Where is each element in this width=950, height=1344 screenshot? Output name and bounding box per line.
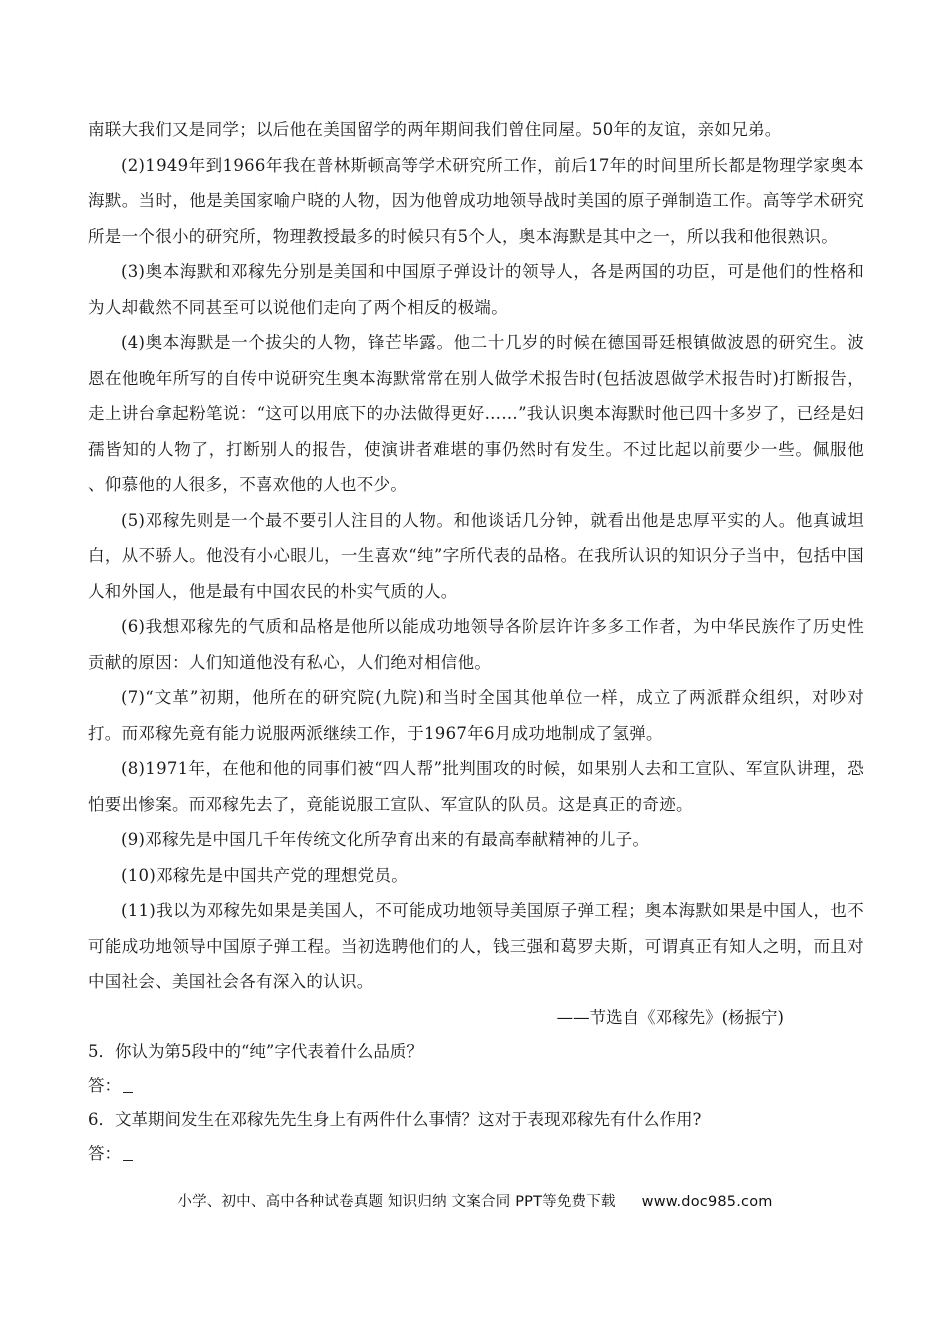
answer-line-5[interactable] — [88, 1069, 864, 1103]
footer-site-link[interactable]: www.doc985.com — [641, 1194, 773, 1210]
intro-paragraph: 南联大我们又是同学；以后他在美国留学的两年期间我们曾住同屋。50年的友谊，亲如兄弟。 — [88, 120, 782, 139]
paragraph-5: (5)邓稼先则是一个最不要引人注目的人物。和他谈话几分钟，就看出他是忠厚平实的人。他真诚坦白，从不骄人。他没有小心眼儿，一生喜欢“纯”字所代表的品格。在我所认识的知识分子当中，包括中国人和外国人，他是最有中国农民的朴实气质的人。 — [88, 510, 864, 601]
paragraph-3: (3)奥本海默和邓稼先分别是美国和中国原子弹设计的领导人，各是两国的功臣，可是他们的性格和为人却截然不同甚至可以说他们走向了两个相反的极端。 — [88, 262, 864, 317]
document-body — [88, 112, 864, 1171]
paragraph-4: (4)奥本海默是一个拔尖的人物，锋芒毕露。他二十几岁的时候在德国哥廷根镇做波恩的研究生。波恩在他晚年所写的自传中说研究生奥本海默常常在别人做学术报告时(包括波恩做学术报告时)打断报告，走上讲台拿起粉笔说：“这可以用底下的办法做得更好……”我认识奥本海默时他已四十多岁了，已经是妇孺皆知的人物了，打断别人的报告，使演讲者难堪的事仍然时有发生。不过比起以前要少一些。佩服他 、仰慕他的人很多，不喜欢他的人也不少。 — [88, 333, 864, 494]
answer-line-6[interactable] — [88, 1137, 864, 1171]
paragraph-2: (2)1949年到1966年我在普林斯顿高等学术研究所工作，前后17年的时间里所长都是物理学家奥本海默。当时，他是美国家喻户晓的人物，因为他曾成功地领导战时美国的原子弹制造工作。高等学术研究所是一个很小的研究所，物理教授最多的时候只有5个人，奥本海默是其中之一，所以我和他很熟识。 — [88, 155, 864, 246]
answer-blank[interactable] — [123, 1078, 133, 1093]
page-footer — [0, 1190, 950, 1211]
paragraph-9: (9)邓稼先是中国几千年传统文化所孕育出来的有最高奉献精神的儿子。 — [121, 830, 650, 849]
answer-label: 答： — [88, 1076, 121, 1095]
paragraph-8: (8)1971年，在他和他的同事们被“四人帮”批判围攻的时候，如果别人去和工宣队、军宣队讲理，恐怕要出惨案。而邓稼先去了，竟能说服工宣队、军宣队的队员。这是真正的奇迹。 — [88, 759, 864, 814]
question-6: 6．文革期间发生在邓稼先先生身上有两件什么事情？这对于表现邓稼先有什么作用? — [88, 1110, 702, 1129]
answer-blank[interactable] — [123, 1146, 133, 1161]
footer-text: 小学、初中、高中各种试卷真题 知识归纳 文案合同 PPT等免费下载 — [177, 1194, 616, 1210]
question-5: 5．你认为第5段中的“纯”字代表着什么品质？ — [88, 1042, 423, 1061]
paragraph-10: (10)邓稼先是中国共产党的理想党员。 — [121, 865, 409, 885]
paragraph-11: (11)我以为邓稼先如果是美国人，不可能成功地领导美国原子弹工程；奥本海默如果是中国人，也不可能成功地领导中国原子弹工程。当初选聘他们的人，钱三强和葛罗夫斯，可谓真正有知人之明，而且对中国社会、美国社会各有深入的认识。 — [88, 901, 864, 991]
paragraph-6: (6)我想邓稼先的气质和品格是他所以能成功地领导各阶层许许多多工作者，为中华民族作了历史性贡献的原因：人们知道他没有私心，人们绝对相信他。 — [88, 617, 864, 672]
source-citation: ——节选自《邓稼先》(杨振宁) — [556, 1007, 784, 1027]
paragraph-7: (7)“文革”初期，他所在的研究院(九院)和当时全国其他单位一样，成立了两派群众组织，对吵对打。而邓稼先竟有能力说服两派继续工作，于1967年6月成功地制成了氢弹。 — [88, 688, 864, 743]
answer-label: 答： — [88, 1144, 121, 1163]
